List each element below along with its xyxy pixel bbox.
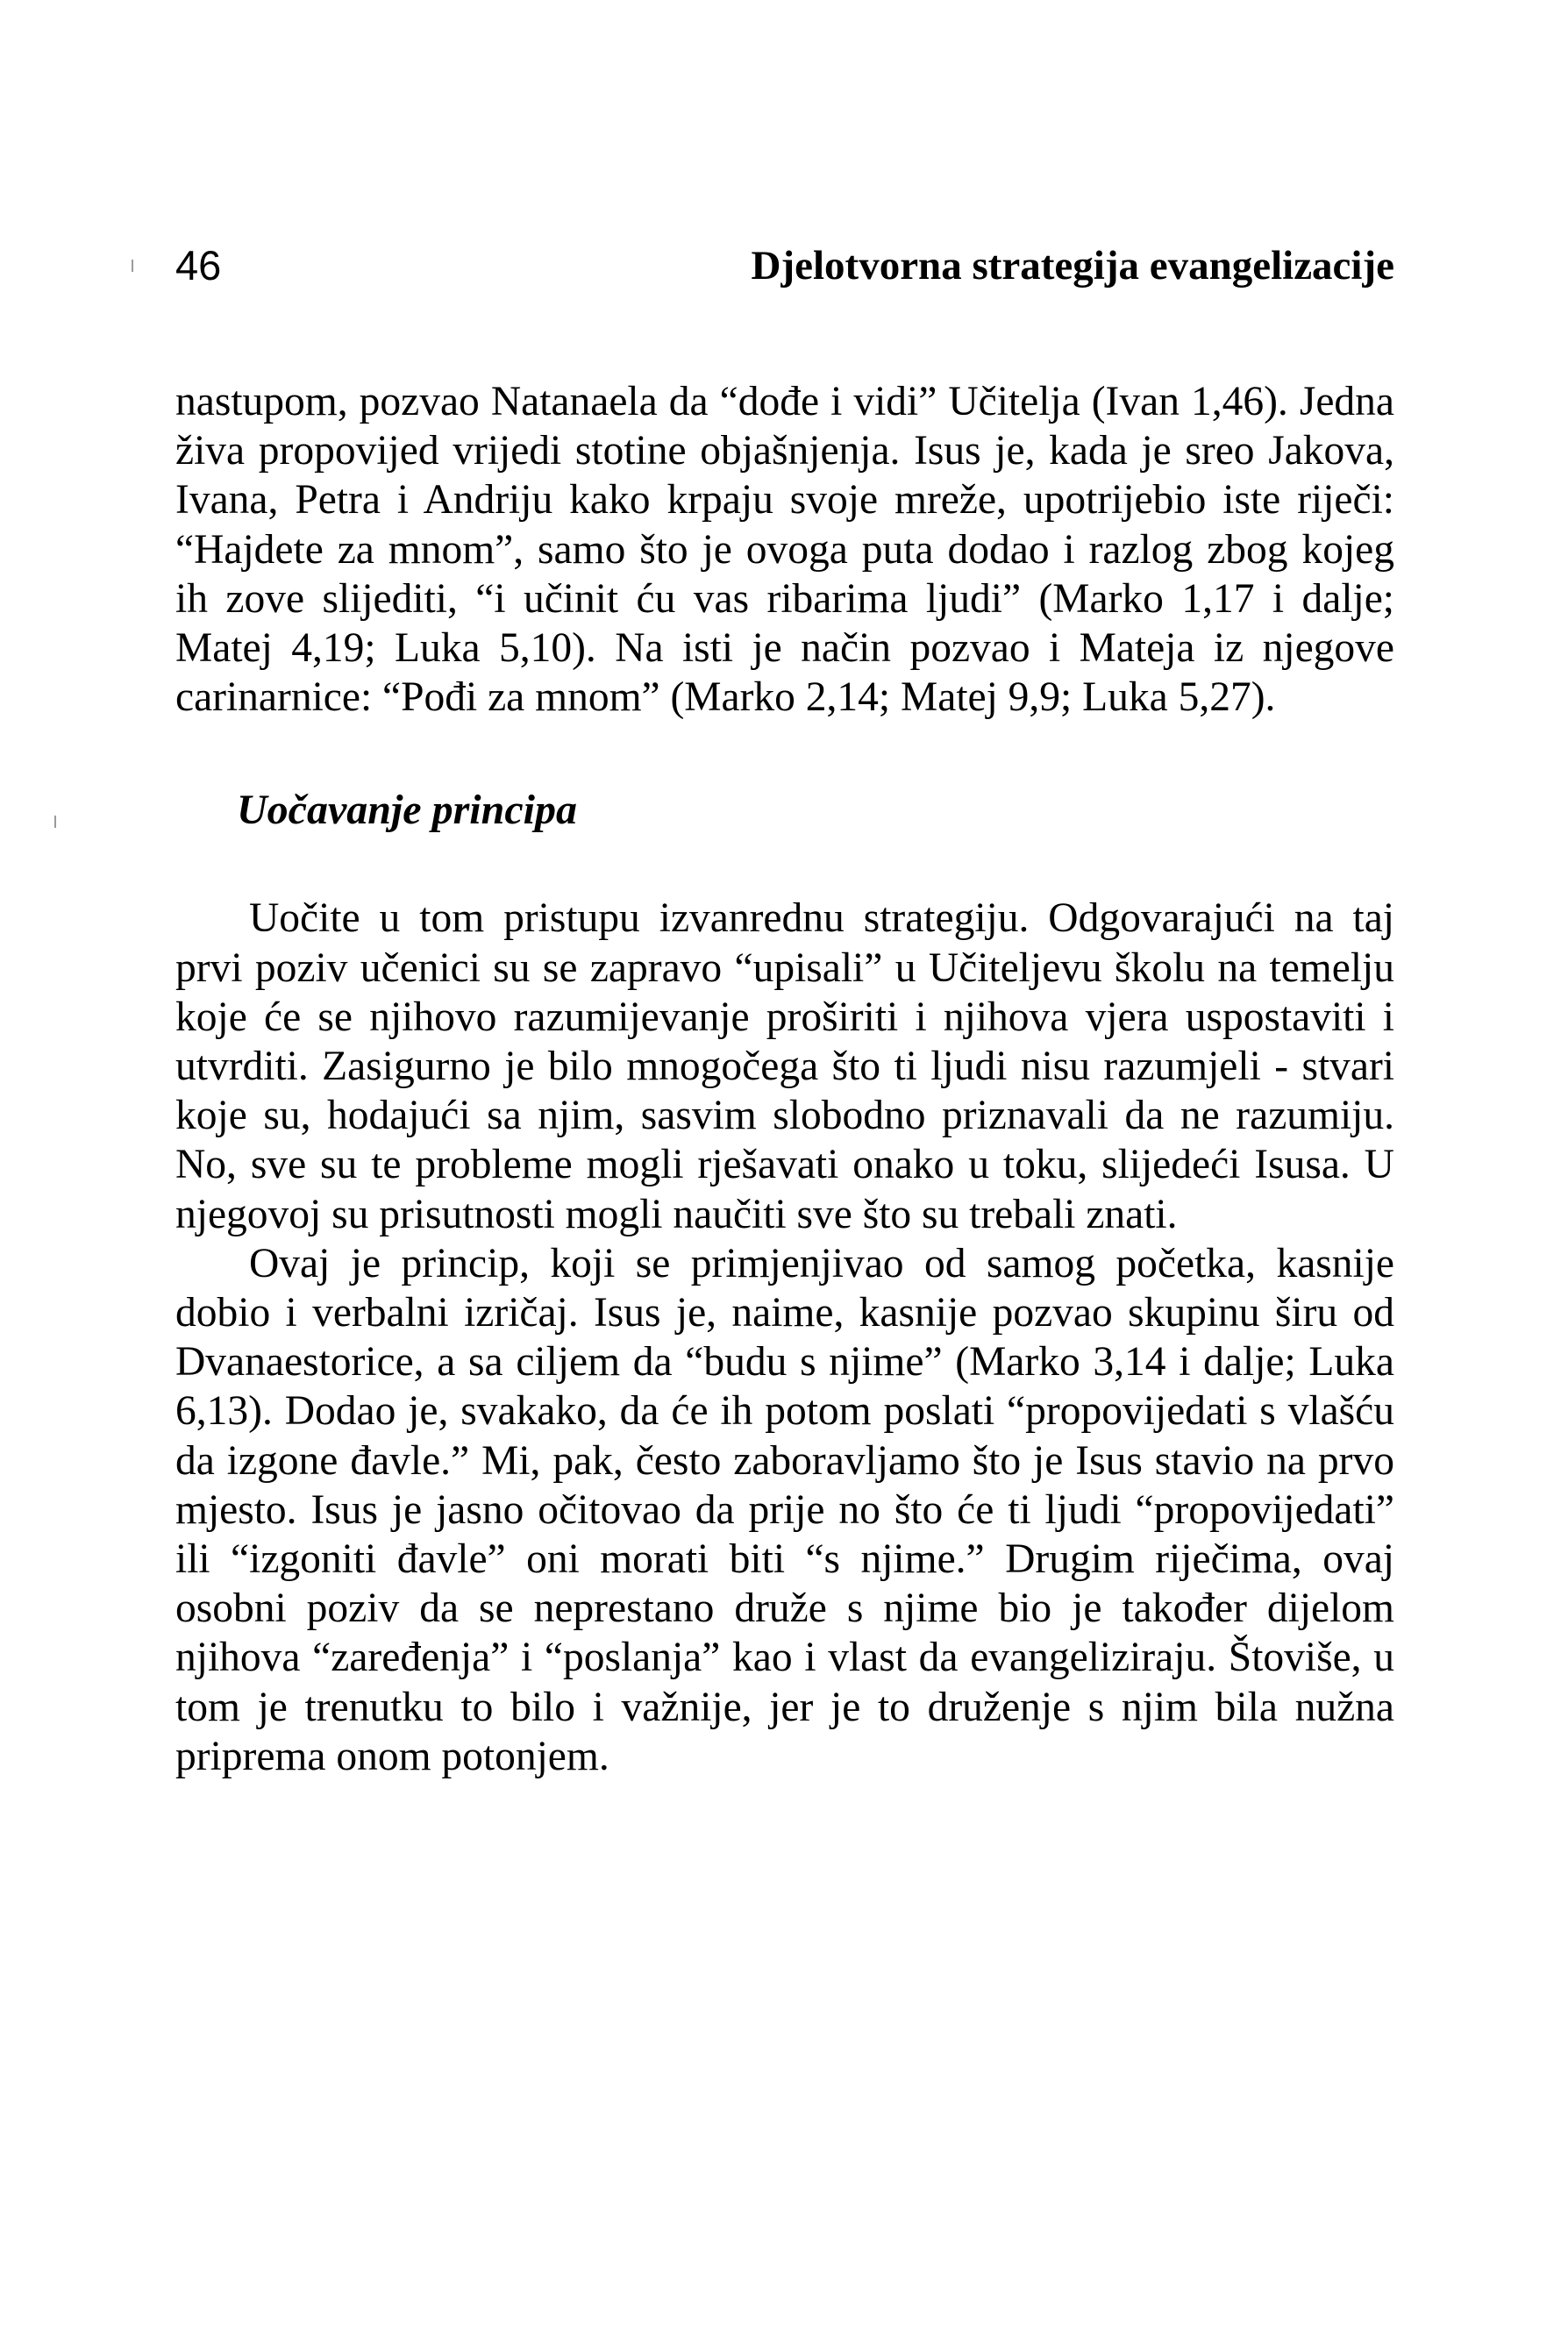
paragraph-continued: nastupom, pozvao Natanaela da “dođe i vidi” Učitelja (Ivan 1,46). Jedna živa propovijed vrijedi stotine objašnjenja. Isus je, kada je sreo Jakova, Ivana, Petra i Andriju kako krpaju svoje mreže, upotrijebio iste riječi: “Hajdete za mnom”, samo što je ovoga puta dodao i razlog zbog kojeg ih zove slijediti, “i učinit ću vas ribarima ljudi” (Marko 1,17 i dalje; Matej 4,19; Luka 5,10). Na isti je način pozvao i Mateja iz njegove carinarnice: “Pođi za mnom” (Marko 2,14; Matej 9,9; Luka 5,27). [175, 379, 1394, 721]
paragraph: Uočite u tom pristupu izvanrednu strategiju. Odgovarajući na taj prvi poziv učenici su se zapravo “upisali” u Učiteljevu školu na temelju koje će se njihovo razumijevanje proširiti i njihova vjera uspostaviti i utvrditi. Zasigurno je bilo mnogočega što ti ljudi nisu razumjeli - stvari koje su, hodajući sa njim, sasvim slobodno priznavali da ne razumiju. No, sve su te probleme mogli rješavati onako u toku, slijedeći Isusa. U njegovoj su prisutnosti mogli naučiti sve što su trebali znati. [175, 895, 1394, 1237]
running-head [175, 235, 1394, 296]
scan-margin-mark [54, 816, 56, 828]
scan-margin-mark [132, 260, 133, 272]
body-text [175, 377, 1394, 1781]
paragraph: Ovaj je princip, koji se primjenjivao od samog početka, kasnije dobio i verbalni izričaj. Isus je, naime, kasnije pozvao skupinu širu od Dvanaestorice, a sa ciljem da “budu s njime” (Marko 3,14 i dalje; Luka 6,13). Dodao je, svakako, da će ih potom poslati “propovijedati s vlašću da izgone đavle.” Mi, pak, često zaboravljamo što je Isus stavio na prvo mjesto. Isus je jasno očitovao da prije no što će ti ljudi “propovijedati” ili “izgoniti đavle” oni morati biti “s njime.” Drugim riječima, ovaj osobni poziv da se neprestano druže s njime bio je također dijelom njihova “zaređenja” i “poslanja” kao i vlast da evangeliziraju. Štoviše, u tom je trenutku to bilo i važnije, jer je to druženje s njim bila nužna priprema onom potonjem. [175, 1240, 1394, 1779]
running-title: Djelotvorna strategija evangelizacije [751, 243, 1394, 289]
section-heading: Uočavanje principa [237, 787, 577, 834]
page-number: 46 [175, 242, 222, 289]
